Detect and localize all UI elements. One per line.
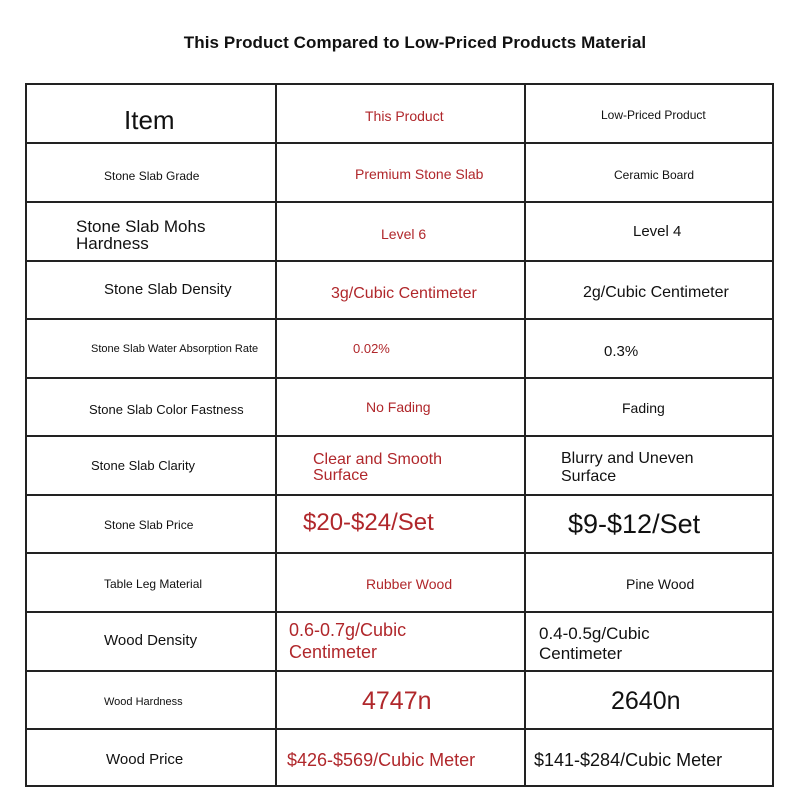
header-item: Item: [124, 105, 175, 135]
page-title: This Product Compared to Low-Priced Products Material: [183, 33, 647, 52]
row-low-priced: Fading: [622, 400, 665, 416]
row-low-priced: Ceramic Board: [614, 168, 695, 182]
row-this-product: Surface: [313, 467, 369, 484]
row-low-priced: Centimeter: [539, 644, 623, 663]
row-item: Stone Slab Price: [104, 518, 194, 532]
row-this-product: 3g/Cubic Centimeter: [331, 285, 477, 302]
row-this-product: $426-$569/Cubic Meter: [287, 750, 476, 770]
comparison-table: [25, 83, 774, 787]
row-this-product: Premium Stone Slab: [355, 166, 484, 182]
row-item: Table Leg Material: [104, 577, 203, 591]
row-item: Stone Slab Grade: [104, 169, 200, 183]
row-this-product: $20-$24/Set: [303, 509, 434, 536]
row-low-priced: 2640n: [611, 687, 681, 715]
row-divider: [27, 494, 772, 496]
row-divider: [27, 552, 772, 554]
row-item: Stone Slab Density: [104, 281, 232, 298]
row-low-priced: 0.3%: [604, 343, 639, 360]
row-item: Stone Slab Clarity: [91, 458, 196, 473]
row-divider: [27, 611, 772, 613]
row-low-priced: Pine Wood: [626, 576, 695, 592]
row-divider: [27, 142, 772, 144]
row-low-priced: Level 4: [633, 223, 682, 240]
row-divider: [27, 377, 772, 379]
row-this-product: Clear and Smooth: [313, 451, 442, 468]
row-low-priced: Surface: [561, 468, 617, 485]
row-divider: [27, 670, 772, 672]
row-divider: [27, 260, 772, 262]
row-divider: [27, 201, 772, 203]
row-item: Stone Slab Color Fastness: [89, 402, 244, 417]
header-low-priced: Low-Priced Product: [601, 108, 706, 122]
row-item: Wood Density: [104, 632, 198, 649]
row-divider: [27, 435, 772, 437]
row-item: Stone Slab Water Absorption Rate: [91, 343, 259, 355]
row-divider: [27, 728, 772, 730]
row-low-priced: $141-$284/Cubic Meter: [534, 750, 723, 770]
row-item: Wood Price: [106, 751, 184, 768]
row-low-priced: 0.4-0.5g/Cubic: [539, 624, 650, 643]
row-this-product: Centimeter: [289, 642, 378, 662]
row-this-product: Rubber Wood: [366, 576, 453, 592]
row-item: Stone Slab Mohs: [76, 217, 206, 236]
row-this-product: 0.02%: [353, 341, 390, 356]
row-item: Wood Hardness: [104, 696, 183, 708]
row-low-priced: Blurry and Uneven: [561, 450, 694, 467]
row-divider: [27, 318, 772, 320]
row-this-product: No Fading: [366, 399, 431, 415]
row-this-product: 0.6-0.7g/Cubic: [289, 620, 407, 640]
row-low-priced: 2g/Cubic Centimeter: [583, 284, 729, 301]
row-item: Hardness: [76, 234, 149, 253]
row-low-priced: $9-$12/Set: [568, 509, 701, 539]
header-this-product: This Product: [365, 108, 444, 124]
row-this-product: Level 6: [381, 226, 427, 242]
row-this-product: 4747n: [362, 687, 432, 715]
